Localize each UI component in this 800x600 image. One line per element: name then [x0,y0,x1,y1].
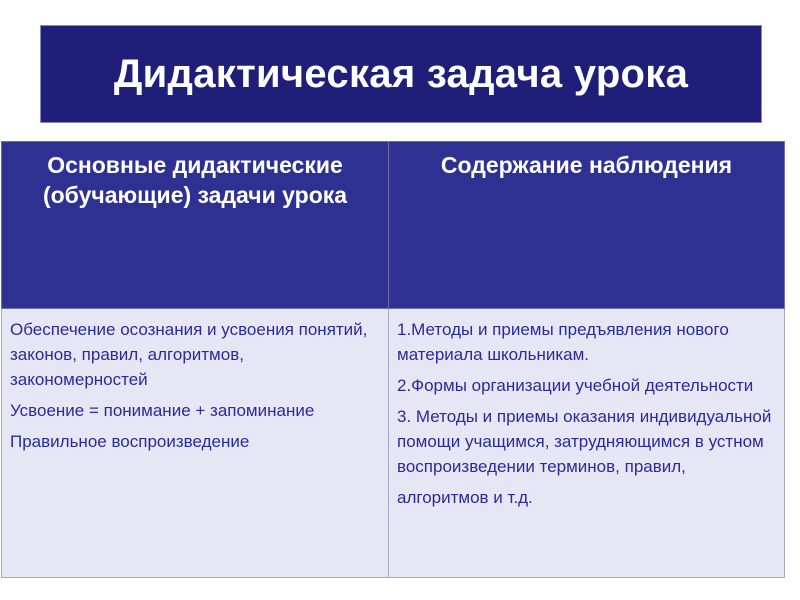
list-item: Усвоение = понимание + запоминание [10,401,315,420]
cell-didactic-tasks [2,309,389,578]
cell-observation-content [389,309,785,578]
header-observation-content: Содержание наблюдения [389,142,785,309]
didactic-table [1,141,785,578]
header-didactic-tasks: Основные дидактические (обучающие) задачи урока [2,142,389,309]
list-item: 1.Методы и приемы предъявления нового материала школьникам. [397,320,729,364]
list-item: Обеспечение осознания и усвоения понятий, законов, правил, алгоритмов, закономерностей [10,320,368,389]
list-item: Правильное воспроизведение [10,432,250,451]
list-item: алгоритмов и т.д. [397,488,533,507]
table-row [2,309,785,578]
list-item: 3. Методы и приемы оказания индивидуальной помощи учащимся, затрудняющимся в устном воспроизведении терминов, правил, [397,407,772,476]
title-banner [40,25,762,123]
list-item: 2.Формы организации учебной деятельности [397,376,754,395]
slide-title: Дидактическая задача урока [113,51,689,96]
header-row [2,142,785,309]
